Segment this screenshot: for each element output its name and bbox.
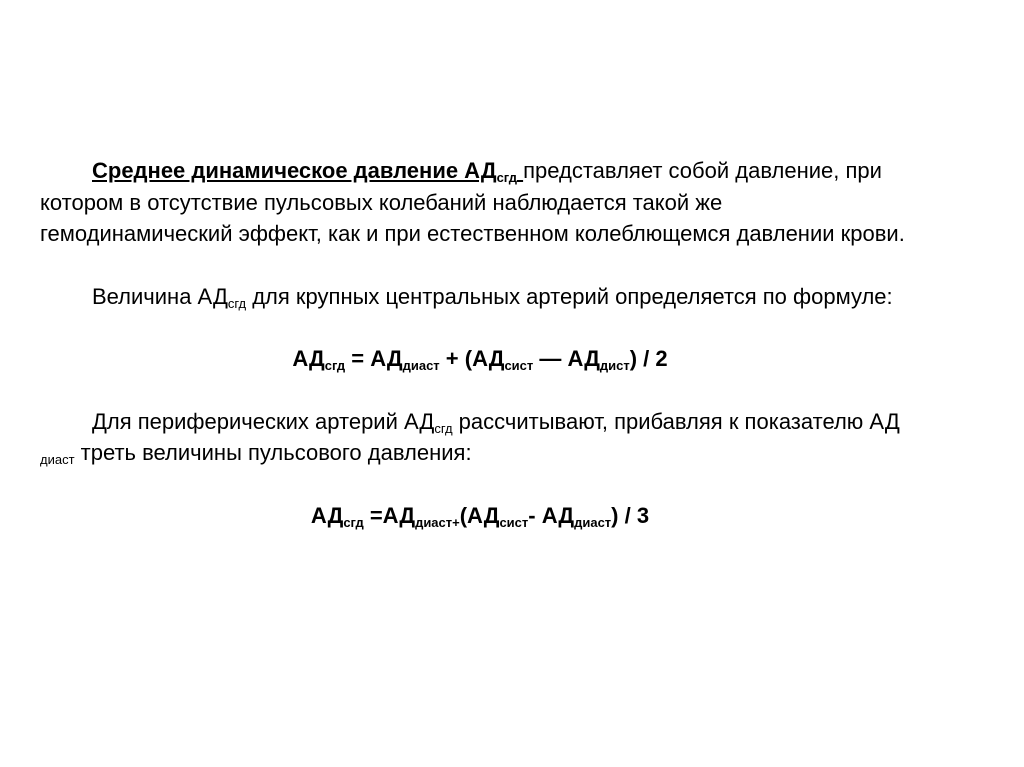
formula-peripheral-sub: сгд — [343, 514, 364, 530]
defined-term-subscript: сгд — [496, 170, 517, 185]
peripheral-text-start: Для периферических артерий АД — [92, 408, 435, 434]
peripheral-arteries-paragraph — [40, 406, 920, 469]
spacer — [40, 250, 920, 281]
formula-central-sub: дист — [599, 358, 630, 373]
peripheral-subscript-diast: диаст — [40, 452, 75, 467]
peripheral-text-middle: рассчитывают, прибавляя к показателю АД — [452, 408, 900, 434]
formula-peripheral-sub: сист — [499, 514, 529, 530]
formula-peripheral-part: (АД — [459, 502, 500, 528]
formula-peripheral-part: АД — [310, 502, 344, 528]
central-text-end: для крупных центральных артерий определяется по формуле: — [246, 283, 893, 309]
formula-central-sub: диаст — [402, 358, 440, 373]
central-subscript: сгд — [227, 295, 247, 311]
formula-central-sub: сгд — [324, 358, 346, 373]
formula-central-part: — АД — [533, 346, 600, 371]
defined-term — [92, 158, 523, 183]
central-text-start: Величина АД — [92, 283, 228, 309]
central-arteries-paragraph — [40, 281, 920, 313]
definition-paragraph — [40, 155, 920, 250]
spacer — [40, 375, 920, 406]
peripheral-subscript: сгд — [434, 420, 453, 436]
spacer — [40, 312, 920, 343]
formula-central-part: АД — [292, 346, 325, 371]
defined-term-text: Среднее динамическое давление АД — [92, 158, 497, 183]
definition-text: представляет собой давление, при котором в отсутствие пульсовых колебаний наблюдается такой же гемодинамический эффект, как и при естественном колеблющемся давлении крови. — [40, 158, 905, 246]
formula-peripheral — [40, 500, 920, 532]
formula-central-part: = АД — [345, 346, 403, 371]
spacer — [40, 469, 920, 500]
formula-central-part: ) / 2 — [629, 346, 668, 371]
formula-peripheral-sub: диаст+ — [415, 514, 460, 530]
formula-peripheral-part: - АД — [528, 502, 575, 528]
formula-central-sub: сист — [504, 358, 534, 373]
slide-content — [40, 155, 920, 531]
formula-peripheral-part: ) / 3 — [611, 502, 650, 528]
formula-central-part: + (АД — [439, 346, 505, 371]
formula-peripheral-part: =АД — [363, 502, 416, 528]
formula-central — [40, 343, 920, 375]
peripheral-text-end: треть величины пульсового давления: — [74, 440, 472, 465]
formula-peripheral-sub: диаст — [574, 514, 612, 530]
